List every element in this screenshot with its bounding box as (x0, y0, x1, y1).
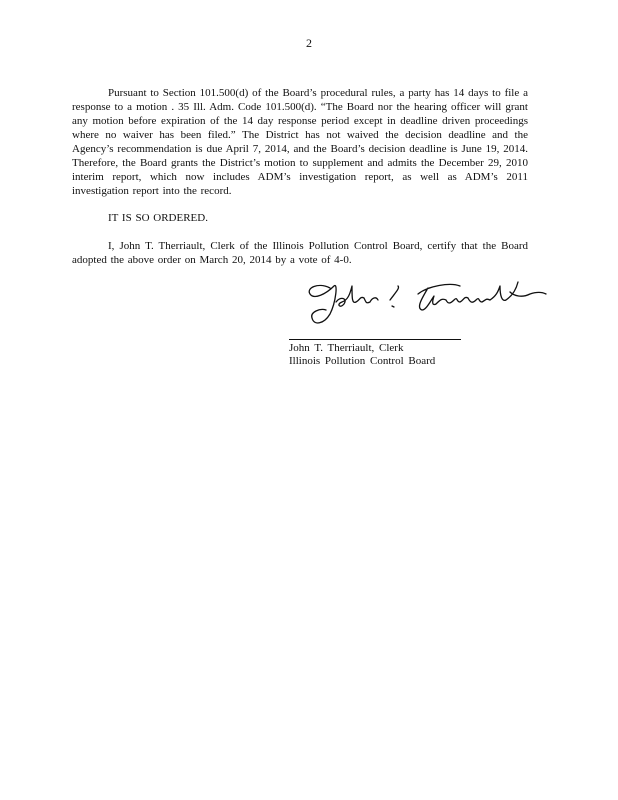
paragraph-order: IT IS SO ORDERED. (108, 212, 208, 224)
signature-block (289, 342, 435, 368)
signer-organization: Illinois Pollution Control Board (289, 355, 436, 367)
paragraph-motion-ruling: Pursuant to Section 101.500(d) of the Board’s procedural rules, a party has 14 days to file a response to a motion . 35 Ill. Adm. Code 101.500(d). “The Board nor the hearing officer will grant any motion before expiration of the 14 day response period except in deadline driven proceedings where no waiver has been filed.” The District has not waived the decision deadline and the Agency’s recommendation is due April 7, 2014, and the Board’s decision deadline is June 19, 2014. Therefore, the Board grants the District’s motion to supplement and admits the December 29, 2010 interim report, which now includes ADM’s investigation report, as well as ADM’s 2011 investigation report into the record. (72, 87, 528, 197)
page-number: 2 (306, 36, 312, 50)
handwritten-signature (300, 272, 550, 332)
signer-name-title: John T. Therriault, Clerk (289, 342, 404, 354)
paragraph-certification: I, John T. Therriault, Clerk of the Illinois Pollution Control Board, certify that the Board adopted the above order on March 20, 2014 by a vote of 4-0. (72, 240, 528, 266)
signature-line (289, 339, 461, 340)
